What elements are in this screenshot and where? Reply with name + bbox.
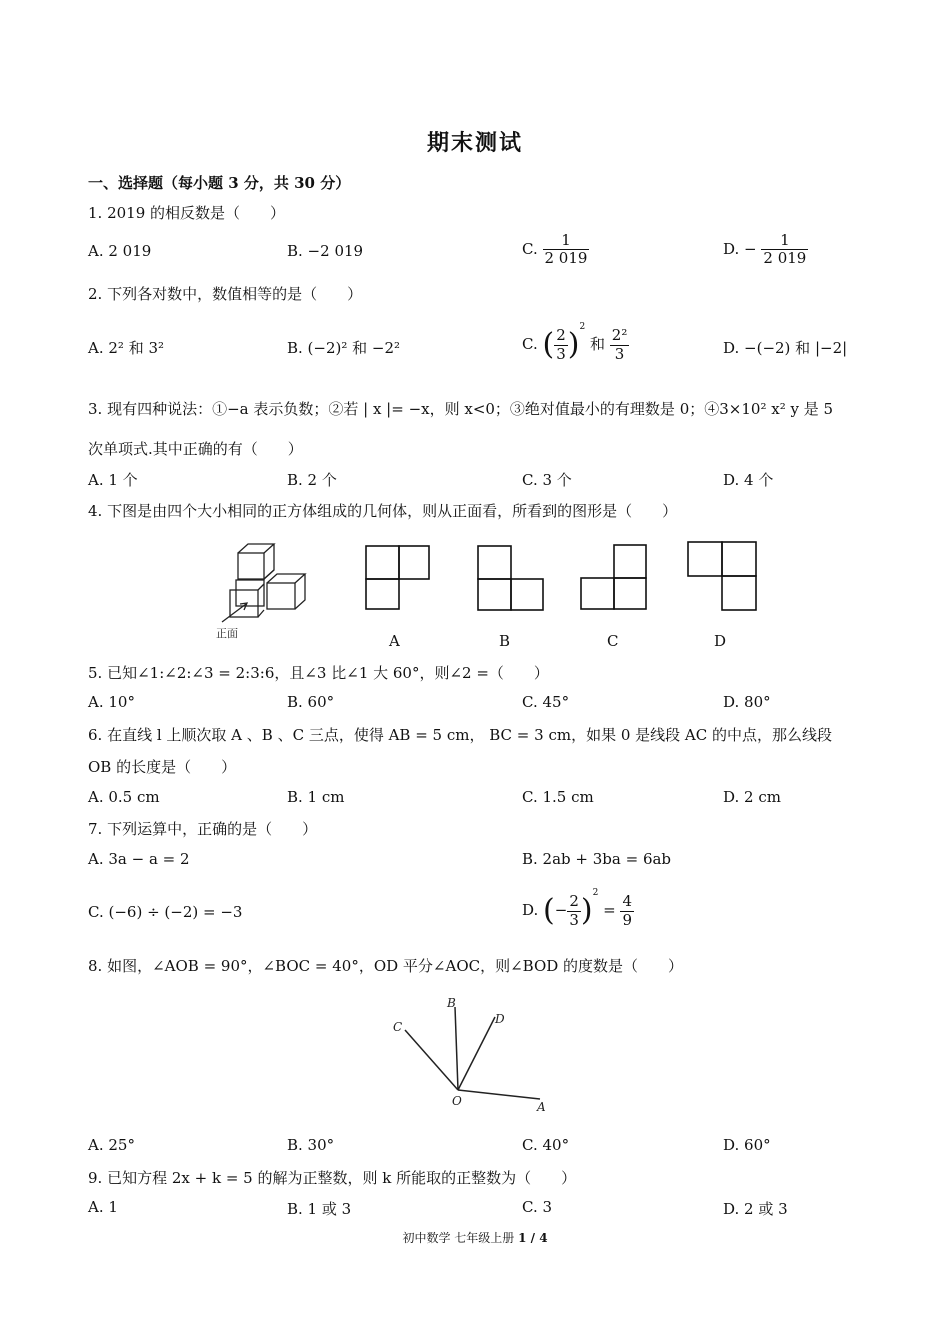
question-1-stem: 1. 2019 的相反数是（ ） bbox=[88, 204, 286, 222]
q3-option-a: A. 1 个 bbox=[88, 471, 138, 489]
q1-c-fraction: $\frac{1}{2 019}$ bbox=[544, 231, 588, 268]
question-6-line-2: OB 的长度是（ ） bbox=[88, 758, 237, 776]
figure-label-a: A bbox=[389, 632, 400, 650]
q1-d-prefix: D. − bbox=[723, 239, 757, 258]
q1-option-a: A. 2 019 bbox=[88, 242, 152, 260]
q9-option-b: B. 1 或 3 bbox=[287, 1200, 352, 1218]
page-footer bbox=[0, 1229, 950, 1246]
q1-option-c bbox=[522, 232, 589, 268]
option-d-figure bbox=[684, 538, 760, 614]
q3-option-d: D. 4 个 bbox=[723, 471, 774, 489]
q6-option-a: A. 0.5 cm bbox=[88, 788, 160, 806]
q2-option-c: C. ( $\frac{2}{3}$ )$^2$ 和 $\frac{\text{2²}}{3}$ bbox=[522, 322, 628, 363]
q9-option-c: C. 3 bbox=[522, 1198, 553, 1216]
point-o-label: O bbox=[452, 1094, 462, 1108]
q6-option-c: C. 1.5 cm bbox=[522, 788, 594, 806]
q5-option-d: D. 80° bbox=[723, 693, 771, 711]
q8-option-a: A. 25° bbox=[88, 1136, 135, 1154]
q2-option-b: B. (−2)² 和 −2² bbox=[287, 339, 401, 357]
q8-option-c: C. 40° bbox=[522, 1136, 570, 1154]
point-c-label: C bbox=[393, 1020, 403, 1034]
question-3-line-2: 次单项式.其中正确的有（ ） bbox=[88, 440, 303, 458]
q1-option-b: B. −2 019 bbox=[287, 242, 364, 260]
question-5-stem: 5. 已知∠1:∠2:∠3 = 2:3:6，且∠3 比∠1 大 60°，则∠2 =（ ） bbox=[88, 664, 549, 682]
q3-option-b: B. 2 个 bbox=[287, 471, 337, 489]
front-label: 正面 bbox=[216, 627, 238, 640]
q1-d-fraction: $\frac{1}{2 019}$ bbox=[763, 231, 807, 268]
question-8-stem: 8. 如图，∠AOB = 90°，∠BOC = 40°，OD 平分∠AOC，则∠BOD 的度数是（ ） bbox=[88, 957, 684, 975]
q7-option-a: A. 3a − a = 2 bbox=[88, 850, 190, 868]
q2-option-d: D. −(−2) 和 |−2| bbox=[723, 339, 848, 357]
q7-d-fraction-2: $\frac{4}{9}$ bbox=[622, 892, 633, 929]
q1-option-d bbox=[723, 232, 808, 268]
option-a-figure bbox=[362, 542, 432, 612]
q8-option-d: D. 60° bbox=[723, 1136, 771, 1154]
cube-solid-figure bbox=[210, 540, 310, 645]
page-number: 1 / 4 bbox=[518, 1231, 548, 1245]
q9-option-d: D. 2 或 3 bbox=[723, 1200, 788, 1218]
question-9-stem: 9. 已知方程 2x + k = 5 的解为正整数，则 k 所能取的正整数为（ ） bbox=[88, 1169, 577, 1187]
option-b-figure bbox=[474, 544, 546, 614]
question-6-line-1: 6. 在直线 l 上顺次取 A 、B 、C 三点，使得 AB = 5 cm， BC = 3 cm，如果 0 是线段 AC 的中点，那么线段 bbox=[88, 726, 832, 744]
q8-option-b: B. 30° bbox=[287, 1136, 335, 1154]
question-3-line-1: 3. 现有四种说法：①−a 表示负数；②若 | x |= −x，则 x<0；③绝对值最小的有理数是 0；④3×10² x² y 是 5 bbox=[88, 400, 834, 418]
q7-option-c: C. (−6) ÷ (−2) = −3 bbox=[88, 903, 243, 921]
q9-option-a: A. 1 bbox=[88, 1198, 118, 1216]
q2-c-fraction-2: $\frac{\text{2²}}{3}$ bbox=[611, 326, 628, 363]
option-c-figure bbox=[578, 542, 650, 612]
question-4-stem: 4. 下图是由四个大小相同的正方体组成的几何体，则从正面看，所看到的图形是（ ） bbox=[88, 502, 678, 520]
figure-label-d: D bbox=[714, 632, 727, 650]
q6-option-b: B. 1 cm bbox=[287, 788, 345, 806]
footer-text: 初中数学 七年级上册 bbox=[402, 1231, 515, 1245]
q2-c-fraction: $\frac{2}{3}$ bbox=[556, 326, 566, 363]
q2-option-a: A. 2² 和 3² bbox=[88, 339, 165, 357]
page-title: 期末测试 bbox=[426, 130, 523, 156]
q5-option-b: B. 60° bbox=[287, 693, 335, 711]
section-heading: 一、选择题（每小题 3 分，共 30 分） bbox=[88, 174, 351, 192]
question-7-stem: 7. 下列运算中，正确的是（ ） bbox=[88, 820, 318, 838]
q3-option-c: C. 3 个 bbox=[522, 471, 572, 489]
angle-diagram bbox=[385, 995, 555, 1117]
point-a-label: A bbox=[537, 1100, 546, 1114]
q1-c-prefix: C. bbox=[522, 239, 538, 258]
q2-c-prefix: C. bbox=[522, 335, 538, 353]
q7-option-d: D. (− $\frac{2}{3}$ )$^2$ = $\frac{4}{9}$ bbox=[522, 888, 633, 929]
q7-option-b: B. 2ab + 3ba = 6ab bbox=[522, 850, 672, 868]
q5-option-c: C. 45° bbox=[522, 693, 570, 711]
figure-label-c: C bbox=[607, 632, 619, 650]
point-b-label: B bbox=[447, 996, 456, 1010]
question-2-stem: 2. 下列各对数中，数值相等的是（ ） bbox=[88, 285, 363, 303]
point-d-label: D bbox=[495, 1012, 505, 1026]
figure-label-b: B bbox=[499, 632, 511, 650]
q5-option-a: A. 10° bbox=[88, 693, 135, 711]
q7-d-fraction: $\frac{2}{3}$ bbox=[569, 892, 579, 929]
q6-option-d: D. 2 cm bbox=[723, 788, 781, 806]
